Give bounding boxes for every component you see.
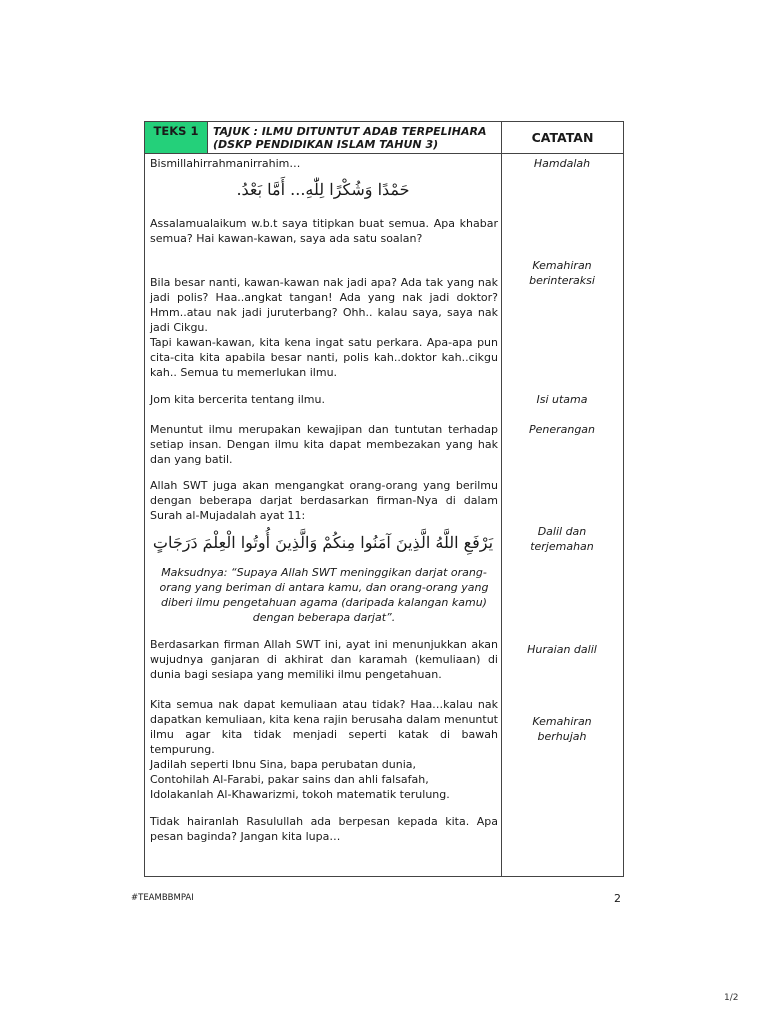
- catatan-header: CATATAN: [502, 122, 624, 154]
- arabic-verse: يَرْفَعِ اللَّهُ الَّذِينَ آمَنُوا مِنكُمْ وَالَّذِينَ أُوتُوا الْعِلْمَ دَرَجَاتٍ: [152, 533, 494, 552]
- line-al-farabi: Contohilah Al-Farabi, pakar sains dan ahli falsafah,: [150, 773, 429, 786]
- teks-label: TEKS 1: [145, 122, 208, 154]
- paragraph-argument: Kita semua nak dapat kemuliaan atau tidak? Haa…kalau nak dapatkan kemuliaan, kita kena rajin berusaha dalam menuntut ilmu agar kita tidak menjadi seperti katak di bawah tempurung.: [150, 698, 498, 756]
- note-dalil: Dalil dan terjemahan: [530, 525, 594, 553]
- note-kemahiran-berhujah: Kemahiran berhujah: [532, 715, 592, 743]
- paragraph-firman: Allah SWT juga akan mengangkat orang-orang yang berilmu dengan beberapa darjat berdasarkan firman-Nya di dalam Surah al-Mujadalah ayat 11:: [150, 479, 498, 522]
- arabic-hamdalah: حَمْدًا وَشُكْرًا لِلّٰهِ... أَمَّا بَعْدُ.: [236, 180, 410, 199]
- footer-tag: #TEAMBBMPAI: [131, 893, 194, 903]
- note-huraian-dalil: Huraian dalil: [527, 643, 597, 656]
- note-penerangan: Penerangan: [528, 423, 596, 436]
- notes-cell: [502, 154, 624, 877]
- title-line-1: TAJUK : ILMU DITUNTUT ADAB TERPELIHARA: [213, 125, 487, 138]
- content-cell: [145, 154, 502, 877]
- paragraph-closing: Tidak hairanlah Rasulullah ada berpesan kepada kita. Apa pesan baginda? Jangan kita lupa…: [150, 815, 498, 843]
- paragraph-ambition: Tapi kawan-kawan, kita kena ingat satu perkara. Apa-apa pun cita-cita kita apabila besar nanti, polis kah..doktor kah..cikgu kah.. Semua tu memerlukan ilmu.: [150, 336, 498, 379]
- note-isi-utama: Isi utama: [536, 393, 588, 406]
- line-ibnu-sina: Jadilah seperti Ibnu Sina, bapa perubatan dunia,: [150, 758, 416, 771]
- title-line-2: (DSKP PENDIDIKAN ISLAM TAHUN 3): [213, 138, 439, 151]
- note-hamdalah: Hamdalah: [533, 157, 591, 170]
- paragraph-bismillah: Bismillahirrahmanirrahim…: [150, 157, 301, 170]
- paragraph-question: Bila besar nanti, kawan-kawan nak jadi apa? Ada tak yang nak jadi polis? Haa..angkat tangan! Ada yang nak jadi doktor? Hmm..atau nak jadi juruterbang? Ohh.. kalau saya, saya nak jadi Cikgu.: [150, 276, 498, 334]
- paragraph-greeting: Assalamualaikum w.b.t saya titipkan buat semua. Apa khabar semua? Hai kawan-kawan, saya ada satu soalan?: [150, 217, 498, 245]
- note-kemahiran-berinteraksi: Kemahiran berinteraksi: [529, 259, 595, 287]
- lesson-table: [144, 121, 624, 877]
- page-number: 2: [614, 892, 621, 905]
- paragraph-obligation: Menuntut ilmu merupakan kewajipan dan tuntutan terhadap setiap insan. Dengan ilmu kita dapat membezakan yang hak dan yang batil.: [150, 423, 498, 466]
- paragraph-explanation: Berdasarkan firman Allah SWT ini, ayat ini menunjukkan akan wujudnya ganjaran di akhirat dan karamah (kemuliaan) di dunia bagi sesiapa yang memiliki ilmu pengetahuan.: [150, 638, 498, 681]
- paragraph-translation: Maksudnya: “Supaya Allah SWT meninggikan darjat orang-orang yang beriman di antara kamu, dan orang-orang yang diberi ilmu pengetahuan agama (daripada kalangan kamu) dengan beberapa darjat”.: [159, 566, 489, 624]
- lesson-title: [208, 122, 502, 154]
- line-al-khawarizmi: Idolakanlah Al-Khawarizmi, tokoh matematik terulung.: [150, 788, 450, 801]
- paragraph-intro: Jom kita bercerita tentang ilmu.: [150, 393, 325, 406]
- page-indicator: 1/2: [724, 993, 739, 1003]
